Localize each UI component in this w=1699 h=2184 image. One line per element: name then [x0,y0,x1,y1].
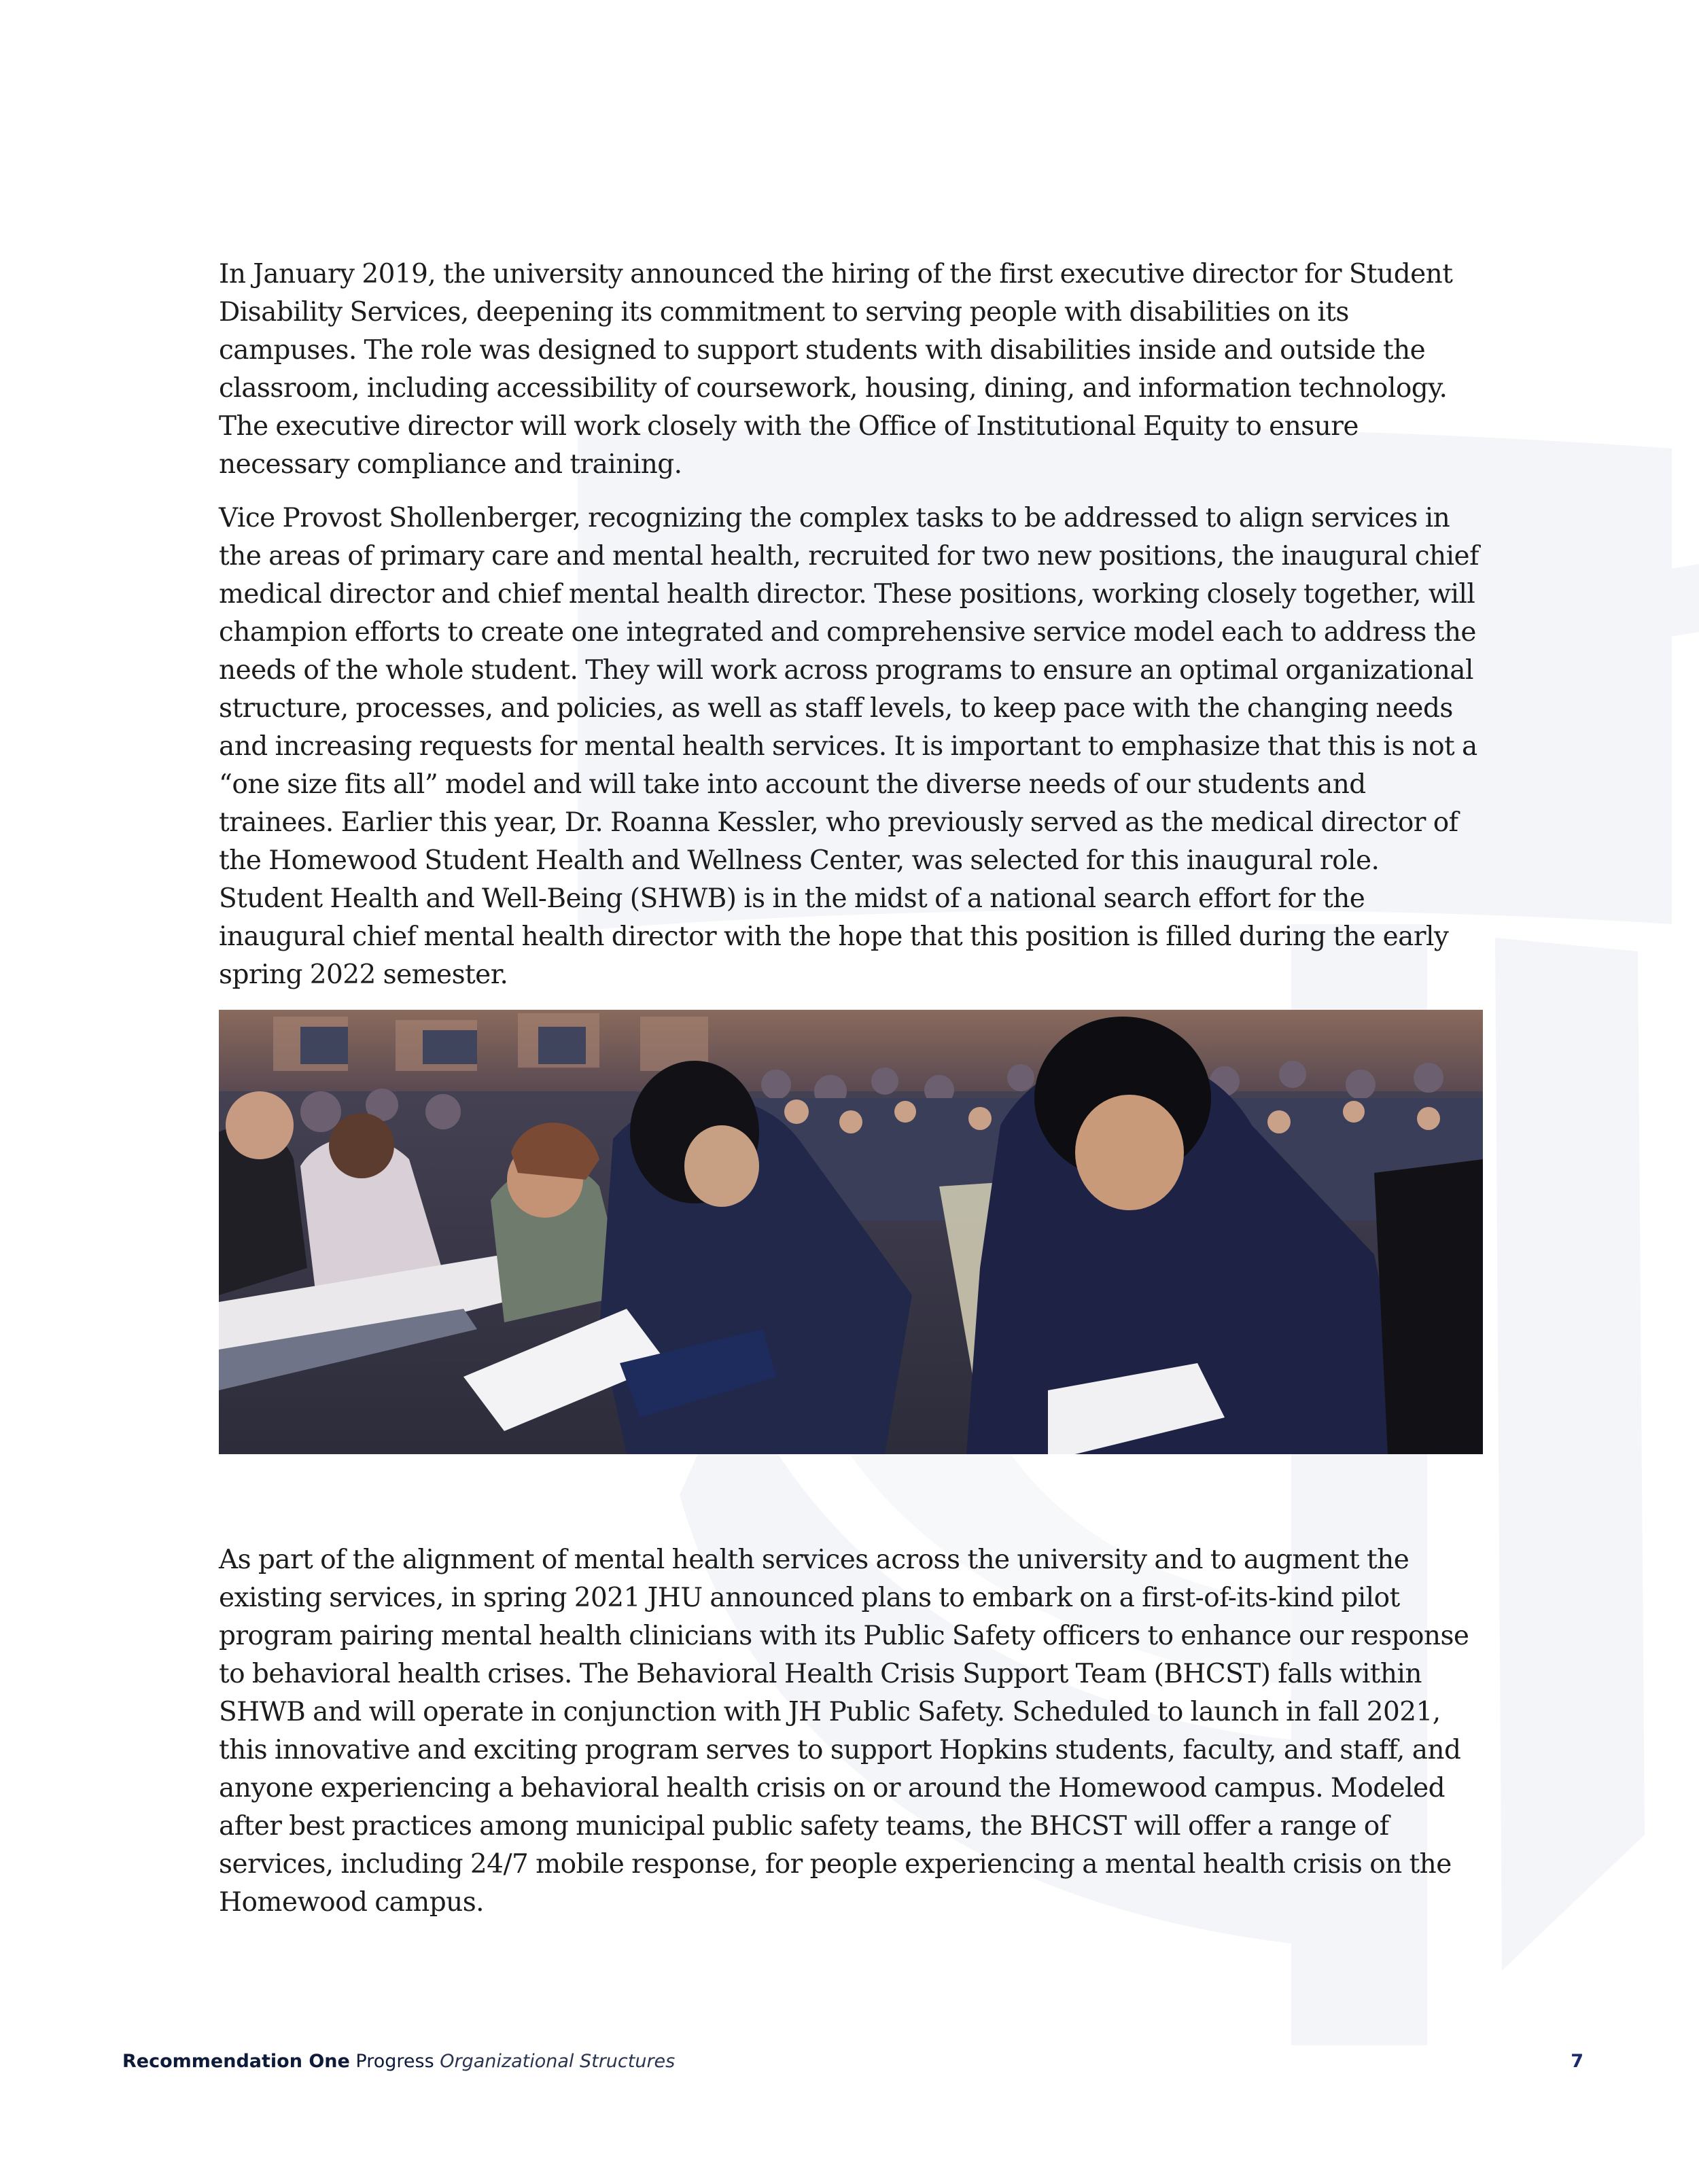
footer-topic: Organizational Structures [440,2051,676,2072]
footer-label: Progress [355,2051,434,2072]
footer-section: Recommendation One [122,2051,350,2072]
footer-breadcrumb [122,2051,675,2072]
body-text-bottom [219,1541,1483,1937]
page-footer [122,2051,1583,2078]
paragraph-bhcst-program: As part of the alignment of mental health services across the university and to augment the existing services, in spring 2021 JHU announced plans to embark on a first-of-its-kind pilot program pairing mental health clinicians with its Public Safety officers to enhance our response to behavioral health crises. The Behavioral Health Crisis Support Team (BHCST) falls within SHWB and will operate in conjunction with JH Public Safety. Scheduled to launch in fall 2021, this innovative and exciting program serves to support Hopkins students, faculty, and staff, and anyone experiencing a behavioral health crisis on or around the Homewood campus. Modeled after best practices among municipal public safety teams, the BHCST will offer a range of services, including 24/7 mobile response, for people experiencing a mental health crisis on the Homewood campus. [219,1545,1469,1918]
page-number: 7 [1571,2051,1583,2072]
photo-students-lecture-hall [219,1010,1483,1454]
paragraph-disability-services: In January 2019, the university announced the hiring of the first executive director for Student Disability Services, deepening its commitment to serving people with disabilities on its campuses. The role was designed to support students with disabilities inside and outside the classroom, including accessibility of coursework, housing, dining, and information technology. The executive director will work closely with the Office of Institutional Equity to ensure necessary compliance and training. [219,259,1453,480]
paragraph-new-positions: Vice Provost Shollenberger, recognizing the complex tasks to be addressed to align services in the areas of primary care and mental health, recruited for two new positions, the inaugural chief medical director and chief mental health director. These positions, working closely together, will champion efforts to create one integrated and comprehensive service model each to address the needs of the whole student. They will work across programs to ensure an optimal organizational structure, processes, and policies, as well as staff levels, to keep pace with the changing needs and increasing requests for mental health services. It is important to emphasize that this is not a “one size fits all” model and will take into account the diverse needs of our students and trainees. Earlier this year, Dr. Roanna Kessler, who previously served as the medical director of the Homewood Student Health and Wellness Center, was selected for this inaugural role. Student Health and Well-Being (SHWB) is in the midst of a national search effort for the inaugural chief mental health director with the hope that this position is filled during the early spring 2022 semester. [219,503,1479,990]
body-text-top [219,256,1483,1010]
